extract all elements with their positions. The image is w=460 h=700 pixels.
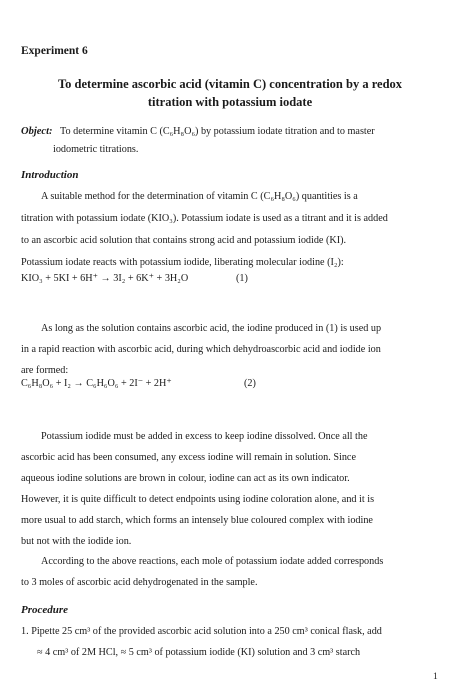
document-title-line-1: To determine ascorbic acid (vitamin C) concentration by a redox bbox=[57, 77, 403, 91]
intro-para1-line-4: Potassium iodate reacts with potassium iodide, liberating molecular iodine (I₂): bbox=[21, 257, 344, 268]
intro-para3-line-4: However, it is quite difficult to detect endpoints using iodine coloration alone, and it is bbox=[21, 494, 375, 505]
equation-1-number: (1) bbox=[236, 273, 248, 284]
intro-para1-line-3: to an ascorbic acid solution that contains strong acid and potassium iodide (KI). bbox=[21, 235, 347, 246]
intro-para2-line-2: in a rapid reaction with ascorbic acid, during which dehydroascorbic acid and iodide ion bbox=[21, 344, 381, 355]
procedure-heading: Procedure bbox=[21, 604, 69, 616]
experiment-label: Experiment 6 bbox=[21, 45, 88, 57]
page-number: 1 bbox=[433, 672, 438, 682]
procedure-step1-line-1: 1. Pipette 25 cm³ of the provided ascorbic acid solution into a 250 cm³ conical flask, add bbox=[21, 626, 382, 637]
intro-para3-line-5: more usual to add starch, which forms an intensely blue coloured complex with iodine bbox=[21, 515, 373, 526]
procedure-step1-line-2: ≈ 4 cm³ of 2M HCl, ≈ 5 cm³ of potassium iodide (KI) solution and 3 cm³ starch bbox=[37, 647, 361, 658]
intro-para4-line-1: According to the above reactions, each mole of potassium iodate added corresponds bbox=[41, 556, 384, 567]
object-label: Object: bbox=[21, 126, 53, 137]
intro-para1-line-2: titration with potassium iodate (KIO₃). Potassium iodate is used as a titrant and it is added bbox=[21, 213, 388, 224]
intro-para3-line-3: aqueous iodine solutions are brown in colour, iodine can act as its own indicator. bbox=[21, 473, 350, 484]
intro-para2-line-1: As long as the solution contains ascorbic acid, the iodine produced in (1) is used up bbox=[41, 323, 382, 334]
equation-2-number: (2) bbox=[244, 378, 256, 389]
intro-para3-line-6: but not with the iodide ion. bbox=[21, 536, 132, 547]
intro-para3-line-1: Potassium iodide must be added in excess to keep iodine dissolved. Once all the bbox=[41, 431, 368, 442]
object-line-2: iodometric titrations. bbox=[53, 144, 139, 155]
equation-1: KIO₃ + 5KI + 6H⁺ → 3I₂ + 6K⁺ + 3H₂O bbox=[21, 273, 189, 284]
equation-2: C₆H₈O₆ + I₂ → C₆H₆O₆ + 2I⁻ + 2H⁺ bbox=[21, 378, 172, 389]
introduction-heading: Introduction bbox=[21, 169, 79, 181]
document-title-line-2: titration with potassium iodate bbox=[147, 95, 313, 109]
intro-para1-line-1: A suitable method for the determination of vitamin C (C₆H₈O₆) quantities is a bbox=[41, 191, 358, 202]
intro-para2-line-3: are formed: bbox=[21, 365, 69, 376]
object-line-1: To determine vitamin C (C₆H₈O₆) by potassium iodate titration and to master bbox=[60, 126, 375, 137]
intro-para4-line-2: to 3 moles of ascorbic acid dehydrogenated in the sample. bbox=[21, 577, 258, 588]
intro-para3-line-2: ascorbic acid has been consumed, any excess iodine will remain in solution. Since bbox=[21, 452, 356, 463]
